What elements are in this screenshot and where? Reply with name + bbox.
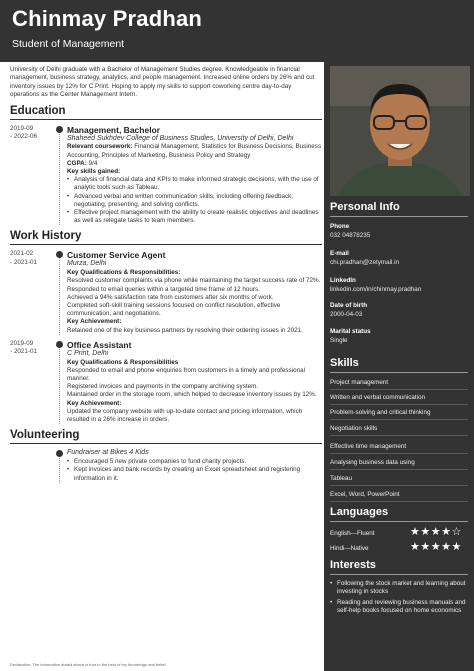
skill-item: Effective time management (330, 443, 468, 454)
responsibility-line: Responded to email and phone enquiries from customers in a timely and professional manner. (67, 366, 306, 383)
language-name: Hindi—Native (330, 545, 369, 552)
entry-date-end: - 2022-06 (10, 132, 37, 140)
timeline-dot (56, 251, 63, 258)
volunteering-title: Volunteering (10, 429, 322, 444)
list-item: • Following the stock market and learning about investing in stocks (330, 580, 468, 596)
entry-date-start: 2019-09 (10, 339, 34, 347)
candidate-name: Chinmay Pradhan (12, 6, 203, 31)
timeline-dot (56, 341, 63, 348)
phone-label: Phone (330, 223, 350, 230)
achievement-text: Retained one of the key business partners by resolving their ordering issues in 2021. (67, 326, 303, 334)
profile-photo (330, 66, 470, 196)
volunteering-list (67, 458, 322, 483)
phone-value: 032 04878235 (330, 232, 371, 239)
timeline-line (59, 127, 60, 226)
section-divider (330, 574, 468, 575)
skill-item: Excel, Word, PowerPoint (330, 491, 468, 502)
profile-photo-illustration (330, 66, 470, 196)
responsibility-line: Registered invoices and payments in the company archiving system. (67, 383, 259, 391)
candidate-subtitle: Student of Management (12, 38, 125, 50)
timeline-line (59, 342, 60, 424)
entry-date-start: 2019-09 (10, 124, 34, 132)
section-divider (330, 372, 468, 373)
interests-title: Interests (330, 559, 376, 571)
skill-item: Tableau (330, 475, 468, 486)
section-divider (330, 216, 468, 217)
responsibility-line: Responded to email queries within a targeted time frame of 12 hours. (67, 285, 260, 293)
entry-org: Shaheed Sukhdev College of Business Studies, University of Delhi, Delhi (67, 134, 294, 142)
interests-list (330, 580, 468, 615)
education-entry (10, 125, 322, 226)
entry-org: Murza, Delhi (67, 260, 107, 268)
languages-title: Languages (330, 506, 389, 518)
list-item: • Effective project management with the ability to create realistic objectives and deadlines as well as relegate tasks to team members. (67, 209, 322, 225)
entry-date-start: 2021-02 (10, 250, 34, 258)
achievement-text: Updated the company website with up-to-date contact and pricing information, which resulted in a 26% increase in orders. (67, 407, 303, 424)
linkedin-link[interactable]: linkedin.com/in/chinmay.pradhan (330, 286, 422, 293)
responsibility-line: Resolved customer complaints via phone while maintaining the target success rate of 72%. (67, 277, 321, 285)
skills-title: Skills (330, 357, 359, 369)
volunteering-entry (10, 449, 322, 482)
achievement-label: Key Achievement: (67, 318, 122, 326)
entry-org: Fundraiser at Bikes 4 Kids (67, 449, 149, 457)
timeline-line (59, 252, 60, 334)
marital-label: Marital status (330, 328, 371, 335)
work-entry (10, 250, 322, 334)
personal-info-title: Personal Info (330, 201, 400, 213)
skills-gained-list (67, 176, 322, 225)
skill-item: Written and verbal communication (330, 394, 468, 405)
list-item: • Kept invoices and bank records by creating an Excel spreadsheet and registering information in it. (67, 466, 322, 482)
resume-header (0, 0, 474, 62)
dob-value: 2000-04-03 (330, 311, 363, 318)
timeline-dot (56, 126, 63, 133)
skill-item: Problem-solving and critical thinking (330, 409, 468, 420)
section-divider (330, 521, 468, 522)
entry-org: C Print, Delhi (67, 349, 109, 357)
cgpa: CGPA: 9/4 (67, 159, 98, 167)
email-label: E-mail (330, 250, 349, 257)
skill-item: Negotiation skills (330, 425, 468, 436)
main-column (10, 66, 322, 483)
achievement-label: Key Achievement: (67, 399, 122, 407)
dob-label: Date of birth (330, 302, 368, 309)
language-rating-stars: ★★★★☆ (410, 526, 462, 538)
entry-role: Office Assistant (67, 339, 132, 350)
skills-gained-label: Key skills gained: (67, 168, 121, 176)
timeline-dot (56, 450, 63, 457)
skill-item: Project management (330, 379, 468, 390)
work-entry (10, 340, 322, 424)
responsibility-line: Completed soft-skill training sessions focused on conflict resolution, effective communication, and negotiations. (67, 302, 281, 318)
marital-value: Single (330, 337, 348, 344)
qualifications-label: Key Qualifications & Responsibilities (67, 358, 179, 366)
email-link[interactable]: chi.pradhan@zetymail.in (330, 259, 400, 266)
summary-text: University of Delhi graduate with a Bachelor of Management Studies degree. Knowledgeable in financial management, business strategy, analytics, and people management. Increased online orders by 26% and cut inventory issues by 12% for C Print. Hoping to apply my skills to support coworking centre day-to-day operations as the Center Management Intern. (10, 66, 315, 99)
entry-role: Management, Bachelor (67, 124, 161, 135)
entry-role: Customer Service Agent (67, 250, 166, 261)
coursework: Relevant coursework: Financial Management, Statistics for Business Decisions, Business Accounting, Principles of Marketing, Business Policy and Strategy (67, 143, 322, 159)
list-item: • Analysis of financial data and KPIs to make informed strategic decisions, with the use of analytic tools such as Tableau. (67, 176, 322, 192)
responsibility-line: Achieved a 94% satisfaction rate from customers after six months of work. (67, 293, 274, 301)
entry-date-end: - 2021-01 (10, 348, 37, 356)
list-item: • Advanced verbal and written communication skills, including offering feedback, negotiating, presenting, and solving conflicts. (67, 193, 322, 209)
linkedin-label: LinkedIn (330, 277, 356, 284)
declaration-footer: Declaration: The information stated above is true to the best of my knowledge and belief (10, 662, 166, 667)
list-item: • Reading and reviewing business manuals and self-help books focused on home economics (330, 599, 468, 615)
entry-date-end: - 2021-01 (10, 258, 37, 266)
qualifications-label: Key Qualifications & Responsibilities: (67, 269, 181, 277)
work-history-title: Work History (10, 230, 322, 245)
responsibility-line: Maintained order in the storage room, which helped to decrease inventory issues by 12%. (67, 391, 317, 399)
language-name: English—Fluent (330, 530, 375, 537)
list-item: • Encouraged 5 new private companies to fund charity projects. (67, 458, 322, 466)
sidebar (324, 62, 474, 671)
skill-item: Analysing business data using (330, 459, 468, 470)
education-title: Education (10, 105, 322, 120)
language-rating-stars: ★★★★★ (410, 541, 462, 553)
